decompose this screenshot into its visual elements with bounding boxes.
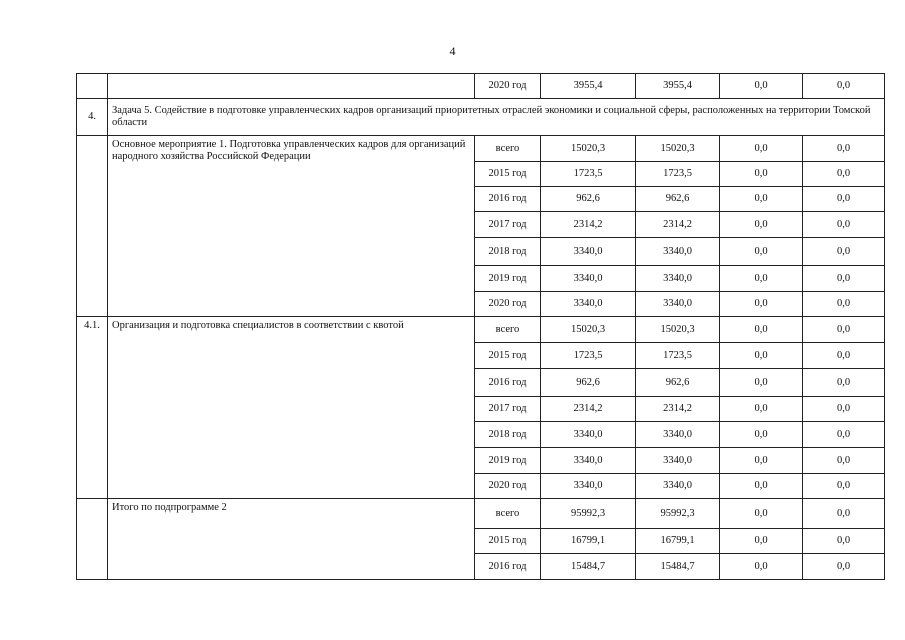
year-cell: всего xyxy=(475,317,541,343)
value-cell: 2314,2 xyxy=(541,212,636,238)
value-cell: 0,0 xyxy=(720,317,803,343)
value-cell: 1723,5 xyxy=(541,162,636,187)
description-cell xyxy=(108,74,475,99)
value-cell: 0,0 xyxy=(720,266,803,292)
year-cell: 2017 год xyxy=(475,212,541,238)
value-cell: 15020,3 xyxy=(541,136,636,162)
value-cell: 3340,0 xyxy=(636,238,720,266)
value-cell: 2314,2 xyxy=(636,212,720,238)
index-cell xyxy=(77,74,108,99)
value-cell: 0,0 xyxy=(803,162,885,187)
task-title: Задача 5. Содействие в подготовке управленческих кадров организаций приоритетных отраслей экономики и социальной сферы, расположенных на территории Томской области xyxy=(108,99,885,136)
value-cell: 0,0 xyxy=(720,187,803,212)
value-cell: 0,0 xyxy=(803,397,885,422)
table-row xyxy=(77,136,885,162)
value-cell: 0,0 xyxy=(803,317,885,343)
value-cell: 0,0 xyxy=(803,212,885,238)
year-cell: 2020 год xyxy=(475,292,541,317)
value-cell: 95992,3 xyxy=(636,499,720,529)
value-cell: 0,0 xyxy=(803,554,885,580)
value-cell: 0,0 xyxy=(720,422,803,448)
value-cell: 0,0 xyxy=(720,238,803,266)
value-cell: 0,0 xyxy=(720,212,803,238)
value-cell: 0,0 xyxy=(720,554,803,580)
value-cell: 2314,2 xyxy=(636,397,720,422)
year-cell: 2020 год xyxy=(475,474,541,499)
year-cell: 2015 год xyxy=(475,529,541,554)
value-cell: 0,0 xyxy=(803,529,885,554)
table-row xyxy=(77,317,885,343)
page-number: 4 xyxy=(449,44,456,58)
value-cell: 0,0 xyxy=(803,187,885,212)
value-cell: 95992,3 xyxy=(541,499,636,529)
year-cell: 2016 год xyxy=(475,369,541,397)
value-cell: 0,0 xyxy=(720,529,803,554)
value-cell: 0,0 xyxy=(803,474,885,499)
value-cell: 3340,0 xyxy=(541,292,636,317)
year-cell: 2018 год xyxy=(475,238,541,266)
value-cell: 962,6 xyxy=(636,369,720,397)
year-cell: 2016 год xyxy=(475,187,541,212)
value-cell: 0,0 xyxy=(720,136,803,162)
table-row xyxy=(77,499,885,529)
value-cell: 0,0 xyxy=(720,448,803,474)
task-row xyxy=(77,99,885,136)
value-cell: 0,0 xyxy=(803,238,885,266)
description-cell: Организация и подготовка специалистов в соответствии с квотой xyxy=(108,317,475,499)
value-cell: 0,0 xyxy=(803,136,885,162)
value-cell: 0,0 xyxy=(720,499,803,529)
value-cell: 1723,5 xyxy=(541,343,636,369)
value-cell: 962,6 xyxy=(636,187,720,212)
value-cell: 1723,5 xyxy=(636,343,720,369)
table-row xyxy=(77,74,885,99)
index-cell xyxy=(77,499,108,580)
value-cell: 962,6 xyxy=(541,369,636,397)
value-cell: 0,0 xyxy=(803,422,885,448)
year-cell: 2019 год xyxy=(475,448,541,474)
value-cell: 3340,0 xyxy=(636,422,720,448)
value-cell: 0,0 xyxy=(720,292,803,317)
value-cell: 3340,0 xyxy=(541,448,636,474)
value-cell: 2314,2 xyxy=(541,397,636,422)
year-cell: 2017 год xyxy=(475,397,541,422)
year-cell: 2019 год xyxy=(475,266,541,292)
index-cell xyxy=(77,136,108,317)
task-index: 4. xyxy=(77,99,108,136)
value-cell: 16799,1 xyxy=(636,529,720,554)
value-cell: 3340,0 xyxy=(636,292,720,317)
value-cell: 15020,3 xyxy=(541,317,636,343)
year-cell: 2015 год xyxy=(475,343,541,369)
value-cell: 0,0 xyxy=(803,448,885,474)
index-cell: 4.1. xyxy=(77,317,108,499)
value-cell: 0,0 xyxy=(803,369,885,397)
value-cell: 0,0 xyxy=(720,74,803,99)
budget-table xyxy=(76,73,885,580)
value-cell: 15020,3 xyxy=(636,136,720,162)
value-cell: 0,0 xyxy=(720,397,803,422)
year-cell: 2020 год xyxy=(475,74,541,99)
value-cell: 3340,0 xyxy=(636,266,720,292)
year-cell: всего xyxy=(475,499,541,529)
value-cell: 0,0 xyxy=(720,474,803,499)
value-cell: 0,0 xyxy=(720,369,803,397)
value-cell: 0,0 xyxy=(803,343,885,369)
value-cell: 15484,7 xyxy=(636,554,720,580)
value-cell: 3340,0 xyxy=(636,474,720,499)
value-cell: 3340,0 xyxy=(541,474,636,499)
description-cell: Основное мероприятие 1. Подготовка управленческих кадров для организаций народного хозяйства Российской Федерации xyxy=(108,136,475,317)
value-cell: 15020,3 xyxy=(636,317,720,343)
value-cell: 3955,4 xyxy=(636,74,720,99)
year-cell: 2018 год xyxy=(475,422,541,448)
value-cell: 16799,1 xyxy=(541,529,636,554)
value-cell: 3340,0 xyxy=(636,448,720,474)
value-cell: 1723,5 xyxy=(636,162,720,187)
value-cell: 15484,7 xyxy=(541,554,636,580)
value-cell: 3340,0 xyxy=(541,422,636,448)
value-cell: 0,0 xyxy=(803,266,885,292)
year-cell: всего xyxy=(475,136,541,162)
value-cell: 962,6 xyxy=(541,187,636,212)
value-cell: 0,0 xyxy=(803,499,885,529)
value-cell: 0,0 xyxy=(720,162,803,187)
value-cell: 0,0 xyxy=(803,74,885,99)
description-cell: Итого по подпрограмме 2 xyxy=(108,499,475,580)
year-cell: 2015 год xyxy=(475,162,541,187)
value-cell: 3955,4 xyxy=(541,74,636,99)
value-cell: 0,0 xyxy=(803,292,885,317)
value-cell: 3340,0 xyxy=(541,238,636,266)
value-cell: 3340,0 xyxy=(541,266,636,292)
value-cell: 0,0 xyxy=(720,343,803,369)
year-cell: 2016 год xyxy=(475,554,541,580)
